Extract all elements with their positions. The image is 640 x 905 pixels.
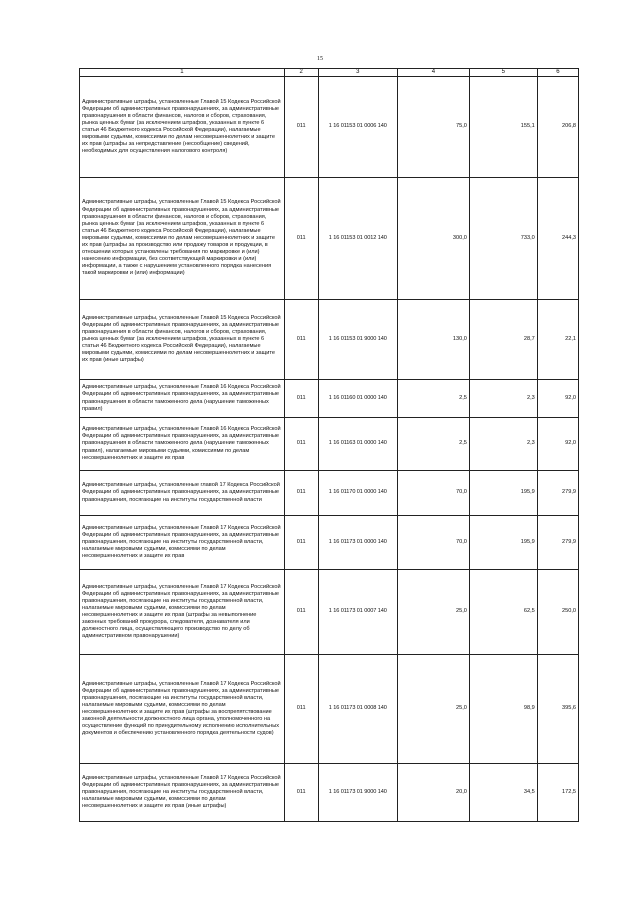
row-budget-code: 1 16 01173 01 0000 140 [318, 516, 397, 570]
row-description: Административные штрафы, установленные Главой 15 Кодекса Российской Федерации об административных правонарушениях, за административные правонарушения в области финансов, налогов и сборов, страхования, рынка ценных бумаг (за исключением штрафов, указанных в пункте 6 статьи 46 Бюджетного кодекса Российской Федерации), налагаемые мировыми судьями, комиссиями по делам несовершеннолетних и защите их прав (штрафы за непредставление (несообщение) сведений, необходимых для осуществления налогового контроля) [80, 77, 285, 178]
row-value-col4: 75,0 [397, 77, 469, 178]
row-description: Административные штрафы, установленные Главой 17 Кодекса Российской Федерации об административных правонарушениях, за административные правонарушения, посягающие на институты государственной власти, налагаемые мировыми судьями, комиссиями по делам несовершеннолетних и защите их прав (иные штрафы) [80, 764, 285, 822]
column-header: 1 [80, 69, 285, 77]
table-row [80, 655, 579, 764]
row-description: Административные штрафы, установленные Главой 17 Кодекса Российской Федерации об административных правонарушениях, за административные правонарушения, посягающие на институты государственной власти, налагаемые мировыми судьями, комиссиями по делам несовершеннолетних и защите их прав (штрафы за воспрепятствование законной деятельности должностного лица органа, уполномоченного на осуществление функций по принудительному исполнению исполнительных документов и обеспечению установленного порядка деятельности судов) [80, 655, 285, 764]
row-value-col4: 70,0 [397, 471, 469, 516]
row-admin-code: 011 [284, 764, 318, 822]
row-budget-code: 1 16 01170 01 0000 140 [318, 471, 397, 516]
row-value-col5: 98,9 [469, 655, 537, 764]
revenue-table [79, 68, 579, 822]
row-value-col5: 28,7 [469, 300, 537, 380]
column-header: 2 [284, 69, 318, 77]
row-value-col6: 244,3 [537, 178, 578, 300]
row-value-col5: 2,3 [469, 380, 537, 418]
row-value-col5: 195,9 [469, 471, 537, 516]
row-description: Административные штрафы, установленные главой 17 Кодекса Российской Федерации об административных правонарушениях, за административные правонарушения, посягающие на институты государственной власти [80, 471, 285, 516]
row-admin-code: 011 [284, 77, 318, 178]
row-budget-code: 1 16 01153 01 0012 140 [318, 178, 397, 300]
row-description: Административные штрафы, установленные Главой 16 Кодекса Российской Федерации об административных правонарушениях, за административные правонарушения в области таможенного дела (нарушение таможенных правил) [80, 380, 285, 418]
table-row [80, 764, 579, 822]
row-value-col4: 130,0 [397, 300, 469, 380]
row-description: Административные штрафы, установленные Главой 17 Кодекса Российской Федерации об административных правонарушениях, за административные правонарушения, посягающие на институты государственной власти, налагаемые мировыми судьями, комиссиями по делам несовершеннолетних и защите их прав (штрафы за невыполнение законных требований прокурора, следователя, дознавателя или должностного лица, осуществляющего производство по делу об административном правонарушении) [80, 570, 285, 655]
page-number: 15 [317, 56, 323, 62]
row-value-col5: 155,1 [469, 77, 537, 178]
row-value-col6: 206,8 [537, 77, 578, 178]
row-budget-code: 1 16 01173 01 9000 140 [318, 764, 397, 822]
row-value-col4: 25,0 [397, 570, 469, 655]
column-header: 6 [537, 69, 578, 77]
table-row [80, 380, 579, 418]
row-value-col5: 733,0 [469, 178, 537, 300]
table-row [80, 418, 579, 471]
row-budget-code: 1 16 01153 01 0006 140 [318, 77, 397, 178]
row-value-col6: 22,1 [537, 300, 578, 380]
row-value-col6: 395,6 [537, 655, 578, 764]
row-description: Административные штрафы, установленные Главой 16 Кодекса Российской Федерации об административных правонарушениях, за административные правонарушения в области таможенного дела (нарушение таможенных правил), налагаемые мировыми судьями, комиссиями по делам несовершеннолетних и защите их прав [80, 418, 285, 471]
row-admin-code: 011 [284, 471, 318, 516]
row-value-col6: 92,0 [537, 418, 578, 471]
row-description: Административные штрафы, установленные Главой 15 Кодекса Российской Федерации об административных правонарушениях, за административные правонарушения в области финансов, налогов и сборов, страхования, рынка ценных бумаг (за исключением штрафов, указанных в пункте 6 статьи 46 Бюджетного кодекса Российской Федерации), налагаемые мировыми судьями, комиссиями по делам несовершеннолетних и защите их прав (иные штрафы) [80, 300, 285, 380]
row-value-col5: 2,3 [469, 418, 537, 471]
row-value-col4: 2,5 [397, 380, 469, 418]
row-admin-code: 011 [284, 655, 318, 764]
row-budget-code: 1 16 01173 01 0007 140 [318, 570, 397, 655]
column-header: 4 [397, 69, 469, 77]
row-value-col6: 92,0 [537, 380, 578, 418]
row-value-col6: 279,9 [537, 471, 578, 516]
row-admin-code: 011 [284, 516, 318, 570]
row-value-col5: 34,5 [469, 764, 537, 822]
row-value-col4: 300,0 [397, 178, 469, 300]
row-value-col6: 279,9 [537, 516, 578, 570]
column-header: 3 [318, 69, 397, 77]
row-admin-code: 011 [284, 380, 318, 418]
table-row [80, 77, 579, 178]
table-row [80, 300, 579, 380]
row-value-col4: 20,0 [397, 764, 469, 822]
row-value-col6: 172,5 [537, 764, 578, 822]
row-value-col4: 70,0 [397, 516, 469, 570]
row-budget-code: 1 16 01153 01 9000 140 [318, 300, 397, 380]
row-budget-code: 1 16 01160 01 0000 140 [318, 380, 397, 418]
row-admin-code: 011 [284, 178, 318, 300]
table-row [80, 471, 579, 516]
row-admin-code: 011 [284, 570, 318, 655]
row-description: Административные штрафы, установленные Главой 15 Кодекса Российской Федерации об административных правонарушениях, за административные правонарушения в области финансов, налогов и сборов, страхования, рынка ценных бумаг (за исключением штрафов, указанных в пункте 6 статьи 46 Бюджетного кодекса Российской Федерации), налагаемые мировыми судьями, комиссиями по делам несовершеннолетних и защите их прав (штрафы за производство или продажу товаров и продукции, в отношении которых установлены требования по маркировке и (или) нанесению информации, без соответствующей маркировки и (или) информации, а также с нарушением установленного порядка нанесения такой маркировки и (или) информации) [80, 178, 285, 300]
row-description: Административные штрафы, установленные Главой 17 Кодекса Российской Федерации об административных правонарушениях, за административные правонарушения, посягающие на институты государственной власти, налагаемые мировыми судьями, комиссиями по делам несовершеннолетних и защите их прав [80, 516, 285, 570]
row-value-col6: 250,0 [537, 570, 578, 655]
column-header: 5 [469, 69, 537, 77]
row-budget-code: 1 16 01163 01 0000 140 [318, 418, 397, 471]
row-admin-code: 011 [284, 418, 318, 471]
table-header-row [80, 69, 579, 77]
row-budget-code: 1 16 01173 01 0008 140 [318, 655, 397, 764]
table-row [80, 178, 579, 300]
row-value-col4: 25,0 [397, 655, 469, 764]
table-row [80, 570, 579, 655]
row-value-col4: 2,5 [397, 418, 469, 471]
table-row [80, 516, 579, 570]
row-value-col5: 195,9 [469, 516, 537, 570]
row-admin-code: 011 [284, 300, 318, 380]
row-value-col5: 62,5 [469, 570, 537, 655]
